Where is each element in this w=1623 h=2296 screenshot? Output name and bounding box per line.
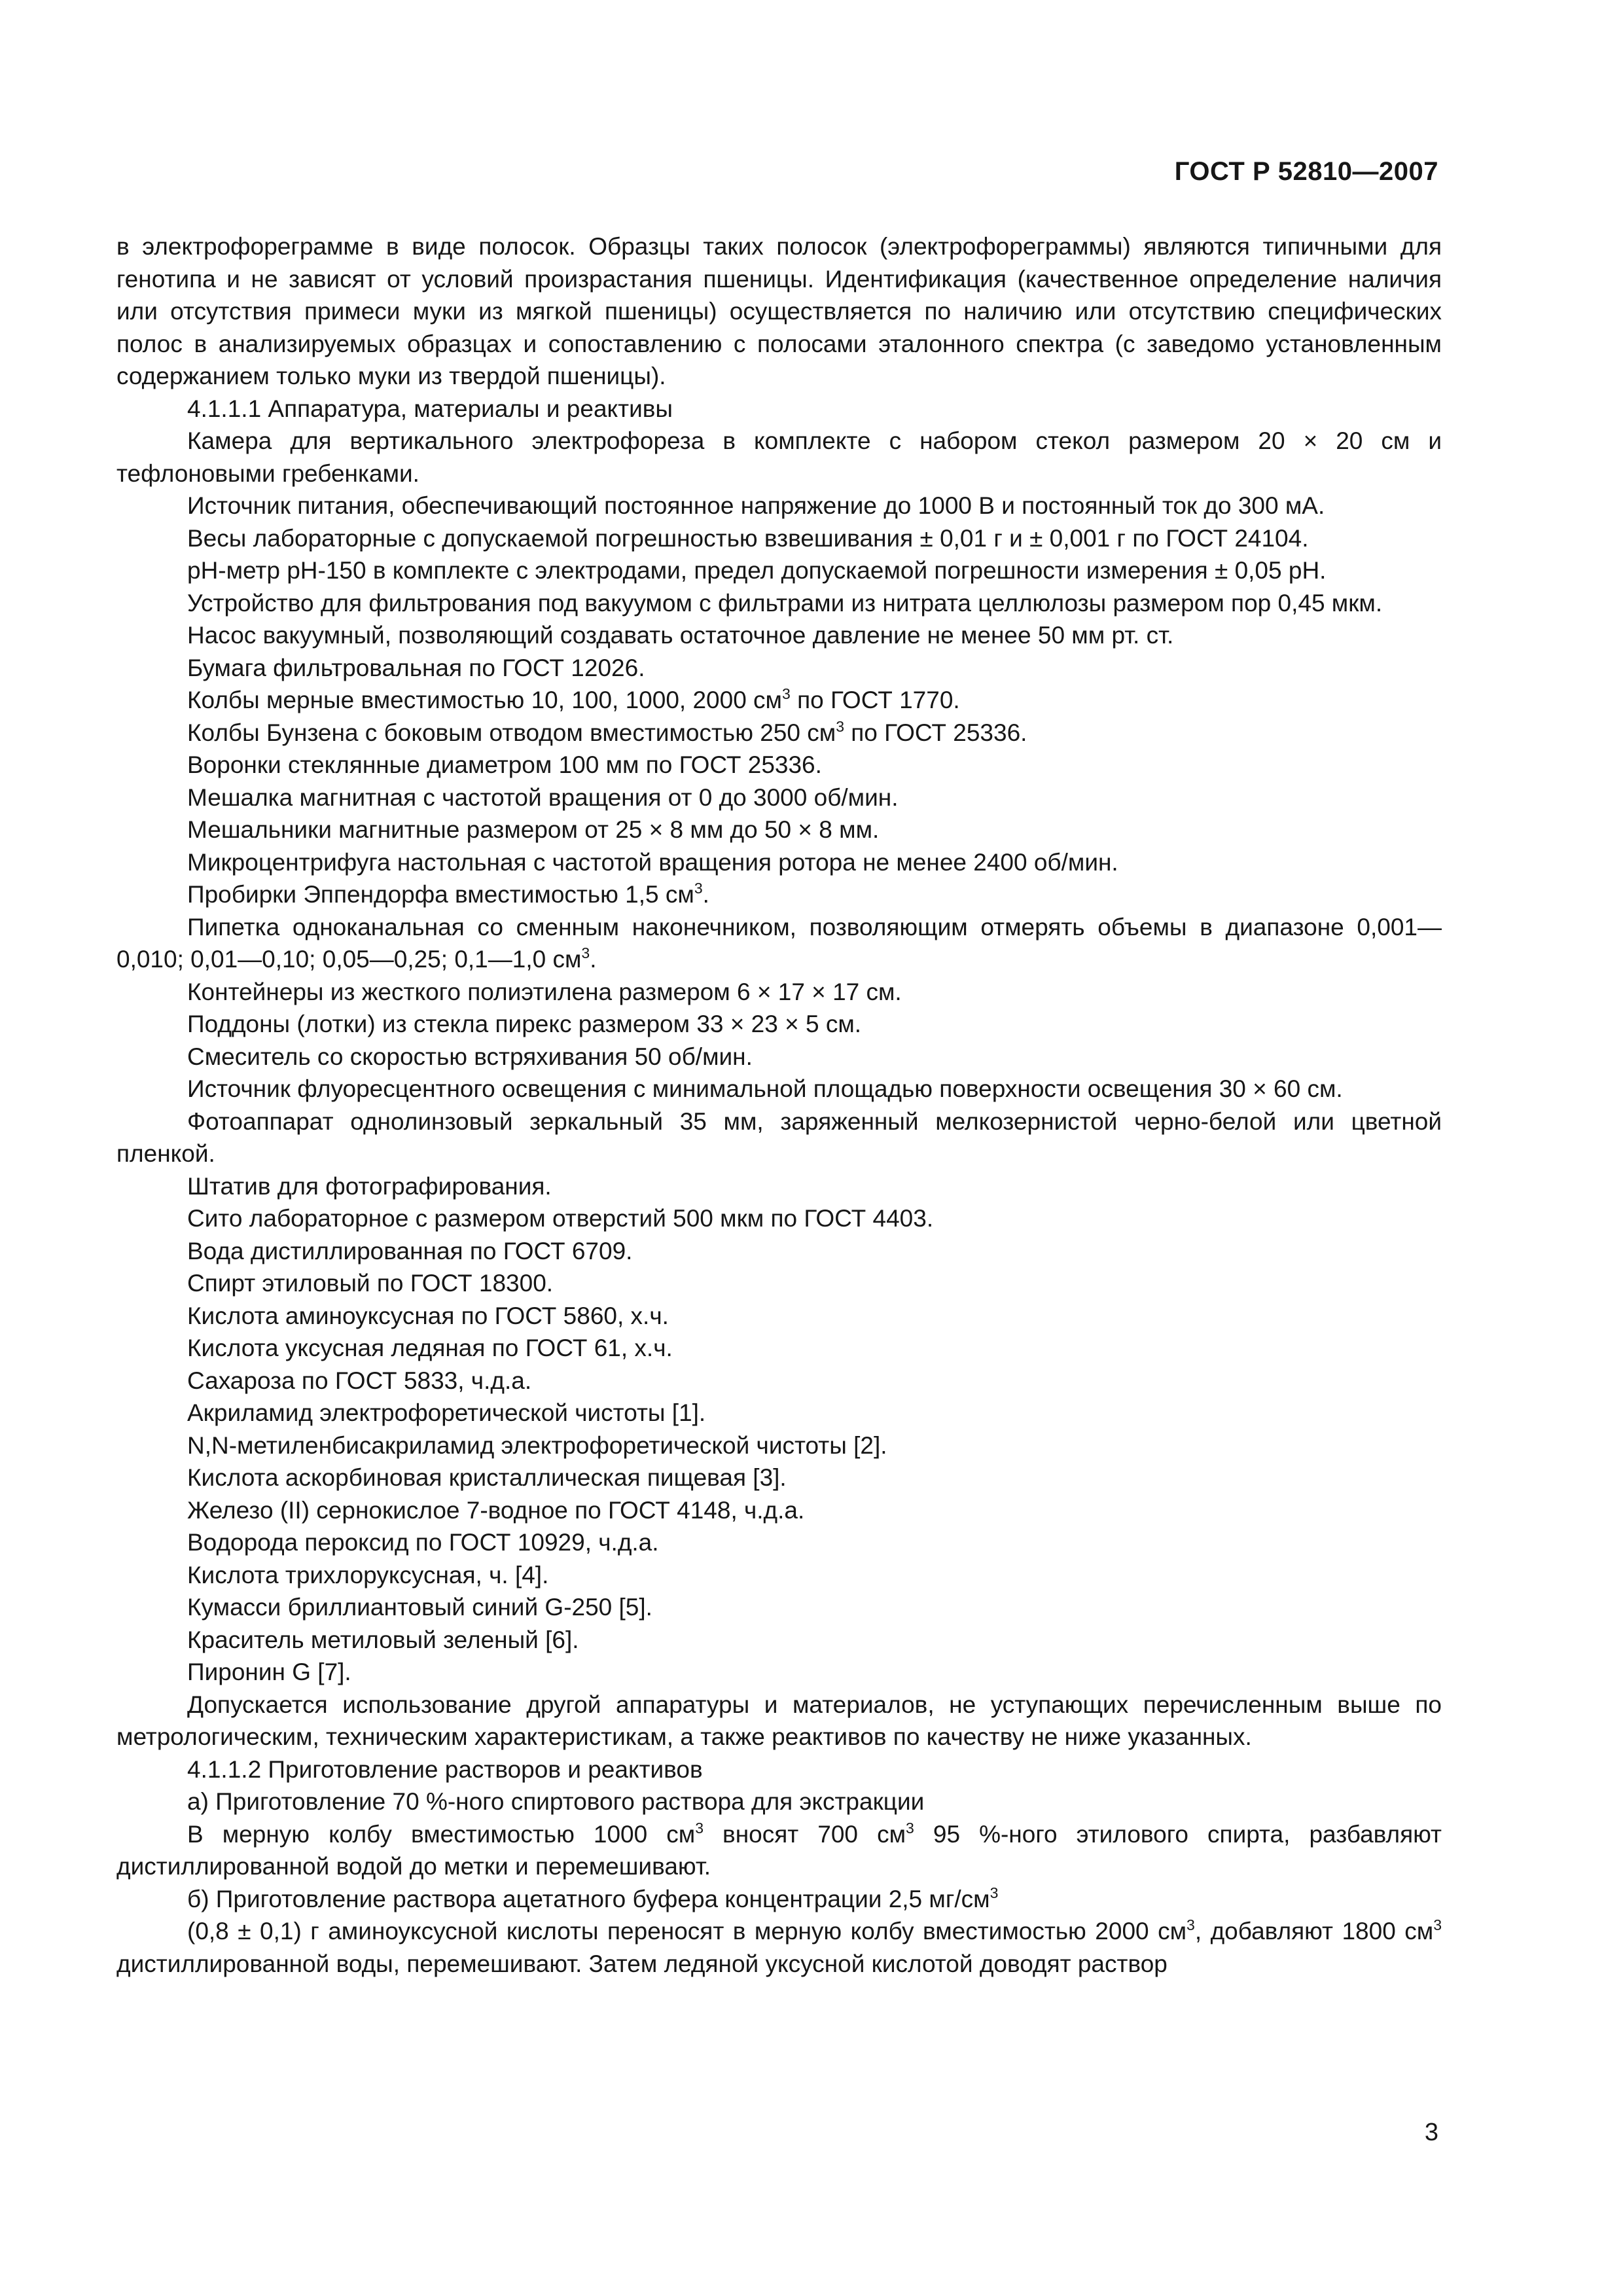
superscript: 3 — [1186, 1916, 1195, 1933]
paragraph: Воронки стеклянные диаметром 100 мм по ГОСТ 25336. — [187, 751, 822, 778]
paragraph — [116, 717, 1442, 749]
paragraph — [116, 911, 1442, 976]
paragraph — [116, 1818, 1442, 1883]
paragraph: Вода дистиллированная по ГОСТ 6709. — [187, 1237, 633, 1265]
paragraph: Весы лабораторные с допускаемой погрешностью взвешивания ± 0,01 г и ± 0,001 г по ГОСТ 24104. — [187, 524, 1309, 552]
text-run: 95 %-ного этилового спирта, разбавляют дистиллированной водой до метки и перемешивают. — [116, 1820, 1442, 1880]
paragraph: а) Приготовление 70 %-ного спиртового раствора для экстракции — [187, 1788, 925, 1815]
paragraph: Устройство для фильтрования под вакуумом с фильтрами из нитрата целлюлозы размером пор 0,45 мкм. — [187, 589, 1383, 617]
paragraph: Микроцентрифуга настольная с частотой вращения ротора не менее 2400 об/мин. — [187, 848, 1118, 876]
text-run: . — [590, 946, 597, 973]
paragraph: Поддоны (лотки) из стекла пирекс размером 33 × 23 × 5 см. — [187, 1011, 862, 1037]
text-run: В мерную колбу вместимостью 1000 см — [187, 1820, 696, 1848]
superscript: 3 — [581, 944, 590, 961]
paragraph: Кислота уксусная ледяная по ГОСТ 61, х.ч. — [187, 1335, 673, 1361]
superscript: 3 — [695, 1819, 704, 1837]
paragraph: рН-метр рН-150 в комплекте с электродами, предел допускаемой погрешности измерения ± 0,05 рН. — [187, 557, 1327, 584]
paragraph: в электрофореграмме в виде полосок. Образцы таких полосок (электрофореграммы) являются типичными для генотипа и не зависят от условий произрастания пшеницы. Идентификация (качественное определение наличия или отсутствия примеси муки из мягкой пшеницы) осуществляется по наличию или отсутствию специфических полос в анализируемых образцах и сопоставлению с полосами эталонного спектра (с заведомо установленным содержанием только муки из твердой пшеницы). — [116, 233, 1442, 389]
superscript: 3 — [990, 1884, 999, 1901]
paragraph: Кислота аскорбиновая кристаллическая пищевая [3]. — [187, 1464, 787, 1491]
superscript: 3 — [694, 880, 703, 897]
paragraph: Краситель метиловый зеленый [6]. — [187, 1626, 579, 1653]
superscript: 3 — [1433, 1916, 1442, 1933]
paragraph: Спирт этиловый по ГОСТ 18300. — [187, 1270, 554, 1297]
text-run: Пипетка одноканальная со сменным наконечником, позволяющим отмерять объемы в диапазоне 0,001—0,010; 0,01—0,10; 0,05—0,25; 0,1—1,0 см — [116, 913, 1442, 973]
text-run: по ГОСТ 1770. — [790, 687, 960, 713]
document-header: ГОСТ Р 52810—2007 — [1174, 157, 1438, 186]
text-run: Колбы Бунзена с боковым отводом вместимостью 250 см — [187, 719, 836, 746]
superscript: 3 — [836, 717, 844, 735]
paragraph: 4.1.1.2 Приготовление растворов и реактивов — [187, 1755, 703, 1783]
paragraph: Сахароза по ГОСТ 5833, ч.д.а. — [187, 1367, 532, 1394]
superscript: 3 — [906, 1819, 914, 1837]
text-run: . — [702, 881, 709, 908]
paragraph: Источник питания, обеспечивающий постоянное напряжение до 1000 В и постоянный ток до 300 мА. — [187, 492, 1325, 519]
paragraph: Водорода пероксид по ГОСТ 10929, ч.д.а. — [187, 1529, 659, 1556]
paragraph — [116, 1915, 1442, 1980]
paragraph: N,N-метиленбисакриламид электрофоретической чистоты [2]. — [187, 1431, 887, 1459]
paragraph — [116, 878, 1442, 911]
text-run: , добавляют 1800 см — [1194, 1918, 1434, 1945]
paragraph: Кумасси бриллиантовый синий G-250 [5]. — [187, 1594, 652, 1621]
paragraph: Мешалка магнитная с частотой вращения от 0 до 3000 об/мин. — [187, 783, 899, 811]
paragraph: Смеситель со скоростью встряхивания 50 об/мин. — [187, 1043, 753, 1070]
paragraph: Мешальники магнитные размером от 25 × 8 мм до 50 × 8 мм. — [187, 816, 880, 843]
paragraph: Кислота аминоуксусная по ГОСТ 5860, х.ч. — [187, 1302, 669, 1329]
text-run: вносят 700 см — [704, 1820, 906, 1848]
paragraph: Фотоаппарат однолинзовый зеркальный 35 мм, заряженный мелкозернистой черно-белой или цветной пленкой. — [116, 1107, 1442, 1167]
paragraph: 4.1.1.1 Аппаратура, материалы и реактивы — [187, 395, 673, 422]
paragraph: Источник флуоресцентного освещения с минимальной площадью поверхности освещения 30 × 60 см. — [187, 1075, 1343, 1102]
text-run: по ГОСТ 25336. — [844, 719, 1027, 746]
paragraph: Пиронин G [7]. — [187, 1659, 351, 1685]
paragraph: Допускается использование другой аппаратуры и материалов, не уступающих перечисленным выше по метрологическим, техническим характеристикам, а также реактивов по качеству не ниже указанных. — [116, 1691, 1442, 1750]
paragraph: Насос вакуумный, позволяющий создавать остаточное давление не менее 50 мм рт. ст. — [187, 622, 1174, 649]
paragraph: Контейнеры из жесткого полиэтилена размером 6 × 17 × 17 см. — [187, 978, 902, 1005]
document-body — [116, 230, 1442, 1980]
paragraph: Железо (II) сернокислое 7-водное по ГОСТ 4148, ч.д.а. — [187, 1496, 805, 1524]
paragraph — [116, 1883, 1442, 1916]
paragraph: Штатив для фотографирования. — [187, 1172, 552, 1200]
text-run: Колбы мерные вместимостью 10, 100, 1000, 2000 см — [187, 687, 782, 713]
text-run: б) Приготовление раствора ацетатного буфера концентрации 2,5 мг/см — [187, 1885, 990, 1912]
text-run: (0,8 ± 0,1) г аминоуксусной кислоты переносят в мерную колбу вместимостью 2000 см — [187, 1918, 1187, 1945]
paragraph: Сито лабораторное с размером отверстий 500 мкм по ГОСТ 4403. — [187, 1205, 934, 1232]
paragraph — [116, 684, 1442, 717]
paragraph: Акриламид электрофоретической чистоты [1]. — [187, 1399, 706, 1426]
text-run: дистиллированной воды, перемешивают. Затем ледяной уксусной кислотой доводят раствор — [116, 1950, 1168, 1977]
text-run: Пробирки Эппендорфа вместимостью 1,5 см — [187, 881, 694, 908]
paragraph: Бумага фильтровальная по ГОСТ 12026. — [187, 654, 645, 681]
paragraph: Кислота трихлоруксусная, ч. [4]. — [187, 1561, 549, 1588]
paragraph: Камера для вертикального электрофореза в комплекте с набором стекол размером 20 × 20 см и тефлоновыми гребенками. — [116, 427, 1442, 487]
page-number: 3 — [1424, 2119, 1438, 2146]
superscript: 3 — [782, 685, 791, 702]
